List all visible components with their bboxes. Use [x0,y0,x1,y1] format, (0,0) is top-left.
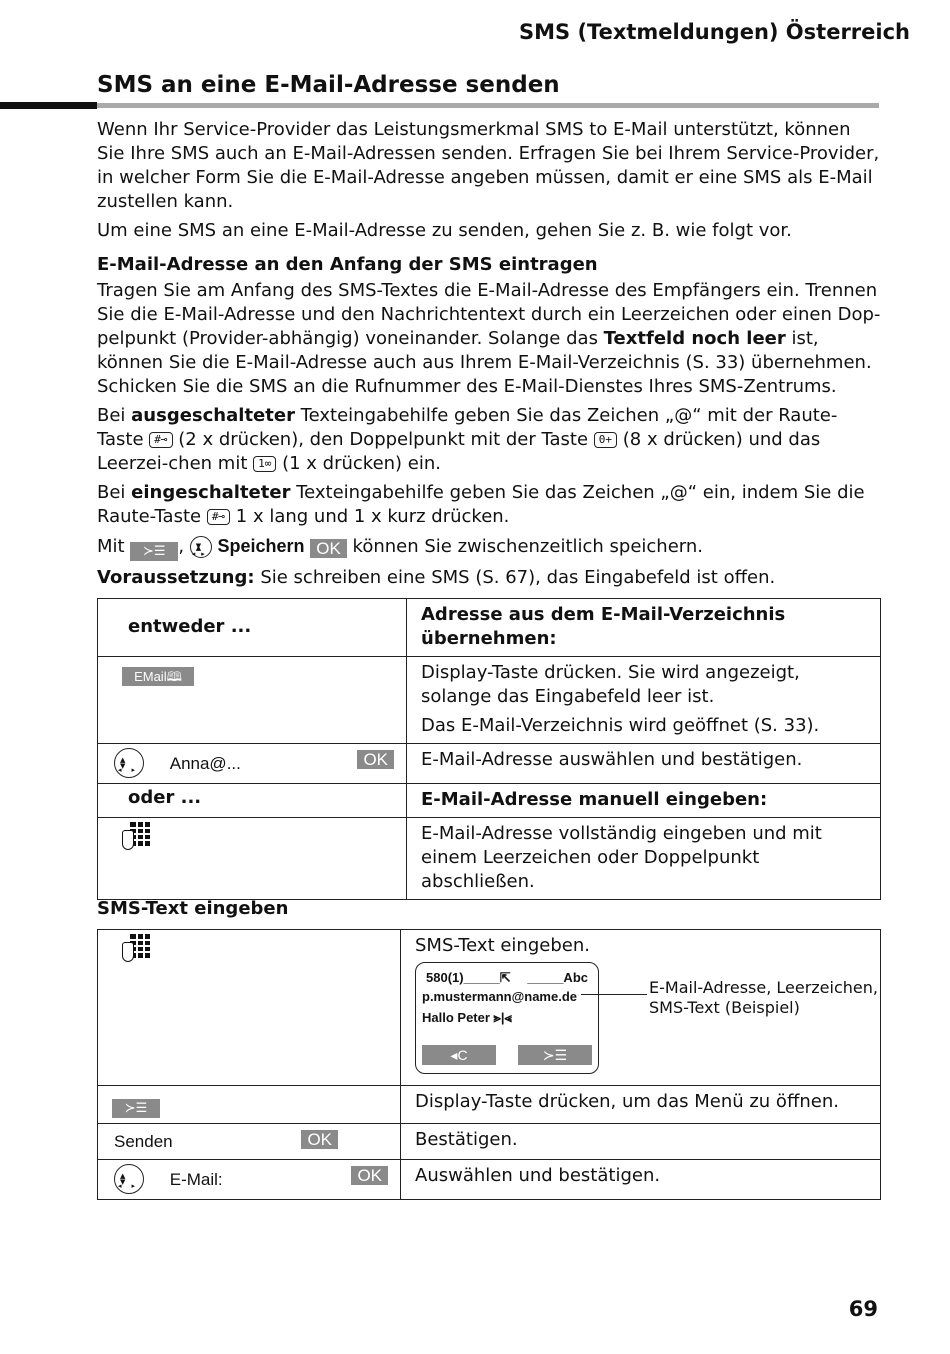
email-directory-key-icon: EMail🕮 [122,667,194,686]
sms-text-table [97,929,881,1200]
menu-key-icon: ≻☰ [112,1099,160,1118]
intro-paragraph: Wenn Ihr Service-Provider das Leistungsmerkmal SMS to E-Mail unterstützt, können Sie Ihre SMS auch an E-Mail-Adressen senden. Erfragen Sie bei Ihrem Service-Provider, in welcher Form Sie die E-Mail-Adresse angeben müssen, damit er eine SMS als E-Mail zustellen kann. [97,119,880,212]
display-menu-key: ≻☰ [518,1045,592,1065]
step-key-cell [98,818,407,900]
switched-on-paragraph: Bei eingeschalteter Texteingabehilfe geben Sie das Zeichen „@“ ein, indem Sie die Raute-Taste #⊸ 1 x lang und 1 x kurz drücken. [97,482,865,527]
save-paragraph: Mit ≻☰ , ▲ ◂▸ ▼ Speichern OK können Sie zwischenzeitlich speichern. [97,534,882,561]
step-description: E-Mail-Adresse vollständig eingeben und mit einem Leerzeichen oder Doppelpunkt abschließen. [407,818,881,900]
running-header: SMS (Textmeldungen) Österreich [519,20,910,44]
table-row [98,657,881,744]
page-number: 69 [848,1297,878,1321]
entry-label: E-Mail: [169,1170,223,1189]
save-label: Speichern [217,536,305,556]
step-description: Bestätigen. [401,1124,881,1160]
table-row [98,784,881,818]
subheading-sms-text: SMS-Text eingeben [97,898,289,919]
step-key-cell [98,1086,401,1124]
title-rule-accent [0,102,97,109]
keypad-icon [122,934,150,966]
step-key-cell [98,744,407,784]
or-label: oder ... [98,784,407,818]
switched-off-paragraph: Bei ausgeschalteter Texteingabehilfe geben Sie das Zeichen „@“ mit der Raute-Taste #⊸ (2 x drücken), den Doppelpunkt mit der Taste 0+ (8 x drücken) und das Leerzei-chen mit 1∞ (1 x drücken) ein. [97,405,838,474]
navigation-key-icon: ▲ ◂▸ ▼ [114,748,144,778]
table-row [98,1086,881,1124]
table-row [98,1124,881,1160]
table-row [98,1160,881,1200]
display-clear-key: ◂C [422,1045,496,1065]
zero-key-icon: 0+ [594,432,617,448]
step-description: Auswählen und bestätigen. [401,1160,881,1200]
keypad-icon [122,822,150,854]
step-key-cell [98,1160,401,1200]
table-row [98,930,881,1086]
step-key-cell [98,930,401,1086]
display-email-line: p.mustermann@name.de [422,989,577,1004]
navigation-key-icon: ▲ ◂▸ ▼ [114,1164,144,1194]
title-rule [97,103,879,108]
option-heading: Adresse aus dem E-Mail-Verzeichnis übernehmen: [407,599,881,657]
menu-key-icon: ≻☰ [130,542,178,561]
option-heading: E-Mail-Adresse manuell eingeben: [407,784,881,818]
subheading-email-start: E-Mail-Adresse an den Anfang der SMS eintragen [97,254,598,275]
body-text [97,118,882,595]
step-key-cell [98,657,407,744]
section-title: SMS an eine E-Mail-Adresse senden [97,72,560,98]
step-key-cell [98,1124,401,1160]
step-description: Display-Taste drücken. Sie wird angezeigt, solange das Eingabefeld leer ist. Das E-Mail-Verzeichnis wird geöffnet (S. 33). [407,657,881,744]
ok-key-icon: OK [351,1166,388,1185]
step-description: E-Mail-Adresse auswählen und bestätigen. [407,744,881,784]
table-row [98,744,881,784]
ok-key-icon: OK [301,1130,338,1149]
hash-key-icon: #⊸ [207,509,230,525]
email-start-paragraph: Tragen Sie am Anfang des SMS-Textes die E-Mail-Adresse des Empfängers ein. Trennen Sie die E-Mail-Adresse und den Nachrichtentext durch ein Leerzeichen oder einen Dop-pelpunkt (Provider-abhängig) voneinander. Solange das Textfeld noch leer ist, können Sie die E-Mail-Adresse auch aus Ihrem E-Mail-Verzeichnis (S. 33) übernehmen. Schicken Sie die SMS an die Rufnummer des E-Mail-Dienstes Ihres SMS-Zentrums. [97,280,881,397]
table-row [98,599,881,657]
intro-paragraph-2: Um eine SMS an eine E-Mail-Adresse zu senden, gehen Sie z. B. wie folgt vor. [97,220,792,241]
ok-key-icon: OK [310,539,347,558]
prerequisite-paragraph: Voraussetzung: Sie schreiben eine SMS (S. 67), das Eingabefeld ist offen. [97,567,776,588]
ok-key-icon: OK [357,750,394,769]
navigation-key-icon: ▲ ◂▸ ▼ [190,536,212,558]
entry-label: Anna@... [169,754,241,773]
display-callout: E-Mail-Adresse, Leerzeichen, SMS-Text (Beispiel) [649,978,878,1017]
email-address-table [97,598,881,900]
hash-key-icon: #⊸ [149,432,172,448]
callout-leader-line [581,994,647,995]
display-text-line: Hallo Peter ⪢|⪡ [422,1010,512,1025]
step-description: Display-Taste drücken, um das Menü zu öffnen. [401,1086,881,1124]
step-text: SMS-Text eingeben. [415,935,590,956]
phone-display [415,962,599,1074]
either-label: entweder ... [98,599,407,657]
one-key-icon: 1∞ [253,456,276,472]
step-description [401,930,881,1086]
signal-icon: ⇱ [499,970,511,985]
menu-entry-label: Senden [114,1132,173,1151]
table-row [98,818,881,900]
display-status-bar: 580(1)_____⇱ _____Abc [426,970,588,985]
